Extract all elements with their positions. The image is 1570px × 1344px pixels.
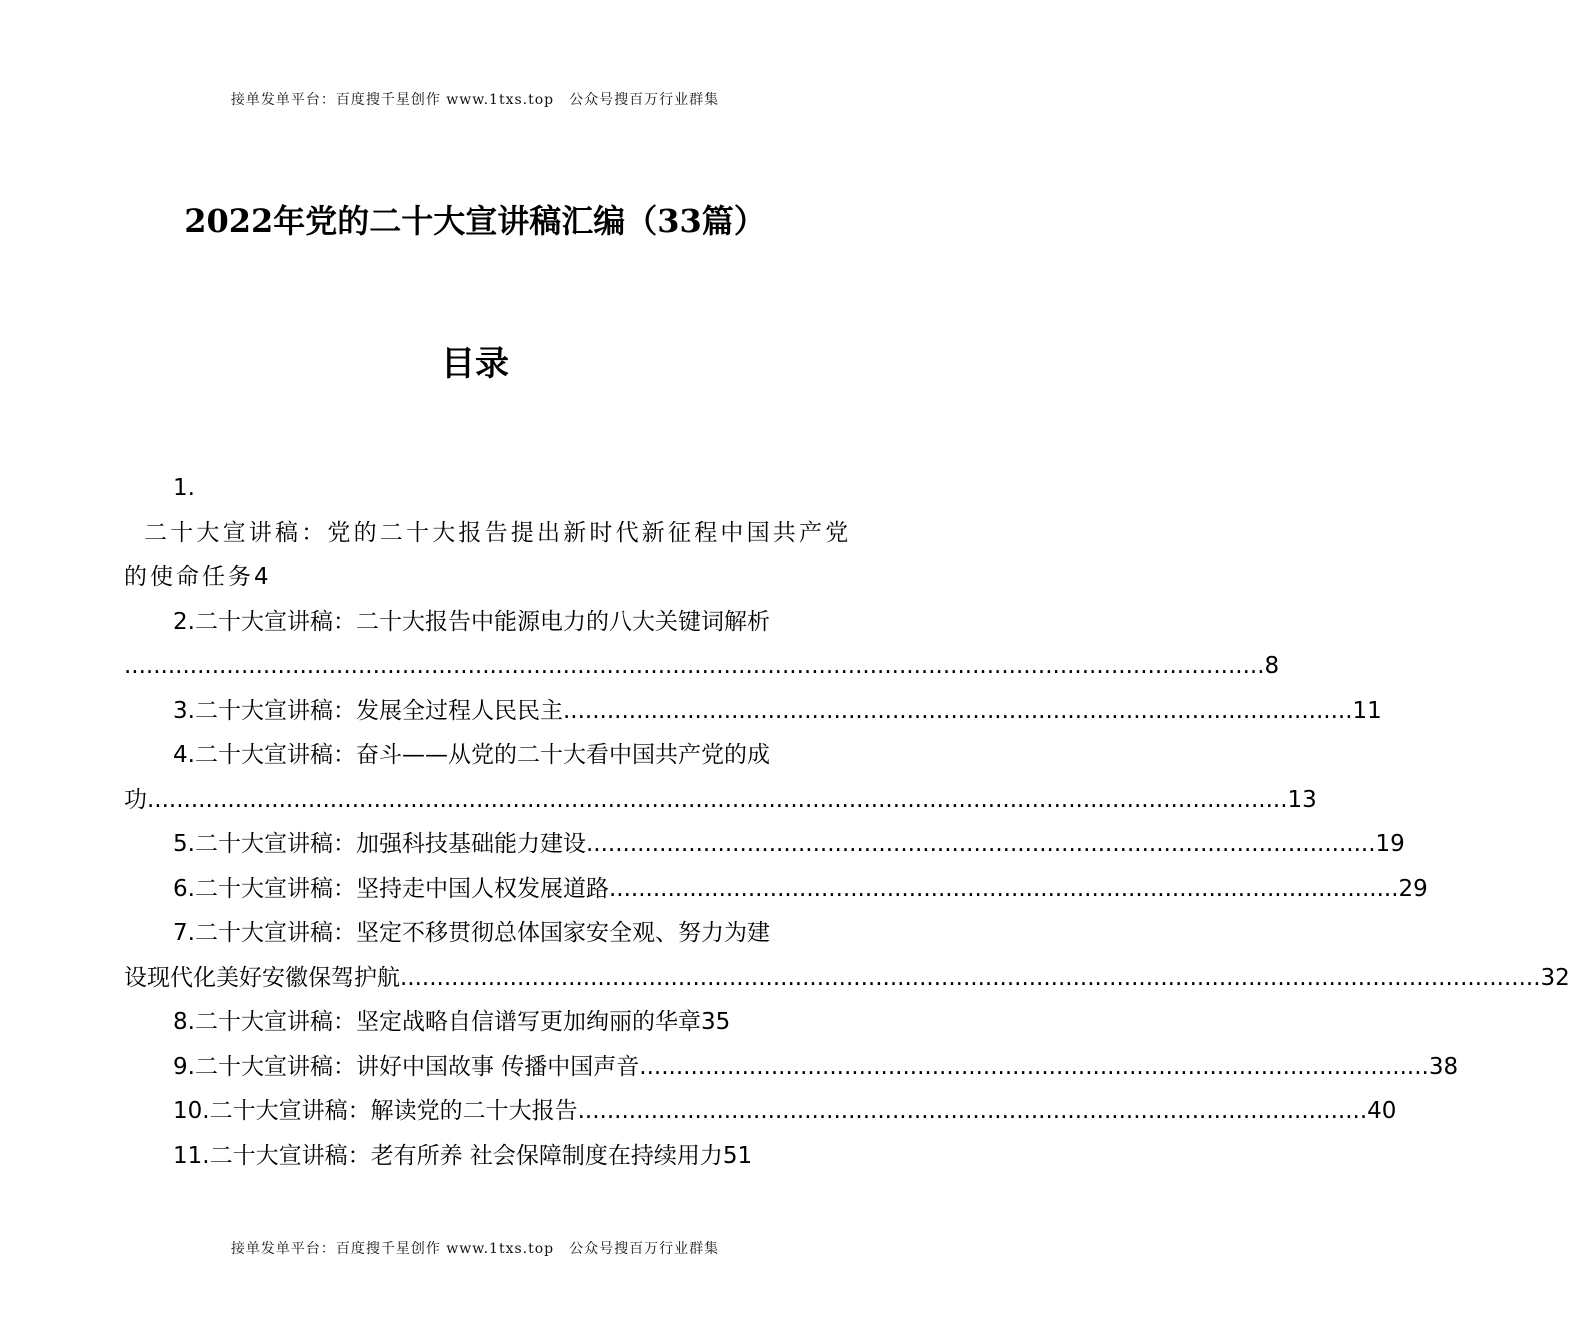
toc-item-3-page: 11 — [1352, 697, 1382, 724]
toc-item-2-line1: 2.二十大宣讲稿：二十大报告中能源电力的八大关键词解析 — [173, 608, 770, 635]
toc-item-10-page: 40 — [1367, 1098, 1397, 1124]
toc-item-2-page: 8 — [1264, 653, 1280, 679]
toc-item-7-line1: 7.二十大宣讲稿：坚定不移贯彻总体国家安全观、努力为建 — [173, 920, 770, 946]
toc-item-10-title: 10.二十大宣讲稿：解读党的二十大报告 — [173, 1098, 578, 1124]
dot-leader: ............................................................................................................................................................ — [147, 786, 1288, 813]
toc-item-5-page: 19 — [1375, 831, 1405, 857]
toc-item-4-page: 13 — [1287, 786, 1317, 813]
toc-item-6-page: 29 — [1398, 875, 1428, 902]
toc-item-9 — [124, 1045, 1459, 1090]
page-header: 接单发单平台：百度搜千星创作 www.1txs.top 公众号搜百万行业群集 — [230, 92, 720, 108]
dot-leader: ............................................................................................................ — [577, 1098, 1368, 1124]
toc-item-4-cont: 功 — [124, 786, 147, 813]
dot-leader: ............................................................................................................................................................ — [124, 653, 1265, 679]
dot-leader: ............................................................................................................ — [639, 1053, 1429, 1080]
dot-leader: ............................................................................................................ — [608, 875, 1399, 902]
toc-item-10 — [124, 1089, 1397, 1134]
toc-item-2-line2 — [124, 644, 1280, 689]
toc-item-9-page: 38 — [1428, 1053, 1459, 1080]
table-of-contents — [124, 466, 1570, 1178]
toc-item-1-line1: 二十大宣讲稿：党的二十大报告提出新时代新征程中国共产党 — [144, 519, 852, 546]
toc-item-1-line2: 的使命任务4 — [124, 564, 272, 590]
toc-item-8: 8.二十大宣讲稿：坚定战略自信谱写更加绚丽的华章35 — [173, 1009, 731, 1035]
toc-item-7-cont: 设现代化美好安徽保驾护航 — [124, 964, 400, 991]
toc-item-7-line2 — [124, 956, 1570, 1001]
dot-leader: ............................................................................................................ — [585, 831, 1376, 857]
toc-item-4-line1: 4.二十大宣讲稿：奋斗——从党的二十大看中国共产党的成 — [173, 742, 770, 768]
page-footer: 接单发单平台：百度搜千星创作 www.1txs.top 公众号搜百万行业群集 — [230, 1241, 720, 1257]
toc-item-1-number: 1. — [173, 475, 195, 501]
toc-item-3 — [124, 689, 1382, 734]
toc-item-3-title: 3.二十大宣讲稿：发展全过程人民民主 — [173, 697, 563, 724]
toc-heading: 目录 — [441, 344, 509, 384]
toc-item-7-page: 32 — [1540, 964, 1570, 991]
toc-item-6-title: 6.二十大宣讲稿：坚持走中国人权发展道路 — [173, 875, 609, 902]
toc-item-11: 11.二十大宣讲稿：老有所养 社会保障制度在持续用力51 — [173, 1142, 753, 1169]
toc-item-5-title: 5.二十大宣讲稿：加强科技基础能力建设 — [173, 831, 586, 857]
document-title: 2022年党的二十大宣讲稿汇编（33篇） — [184, 202, 766, 240]
dot-leader: ............................................................................................................................................................ — [400, 964, 1541, 991]
dot-leader: ............................................................................................................ — [562, 697, 1353, 724]
toc-item-5 — [124, 822, 1405, 867]
toc-item-6 — [124, 867, 1428, 912]
toc-item-9-title: 9.二十大宣讲稿：讲好中国故事 传播中国声音 — [173, 1053, 640, 1080]
toc-item-4-line2 — [124, 778, 1317, 823]
